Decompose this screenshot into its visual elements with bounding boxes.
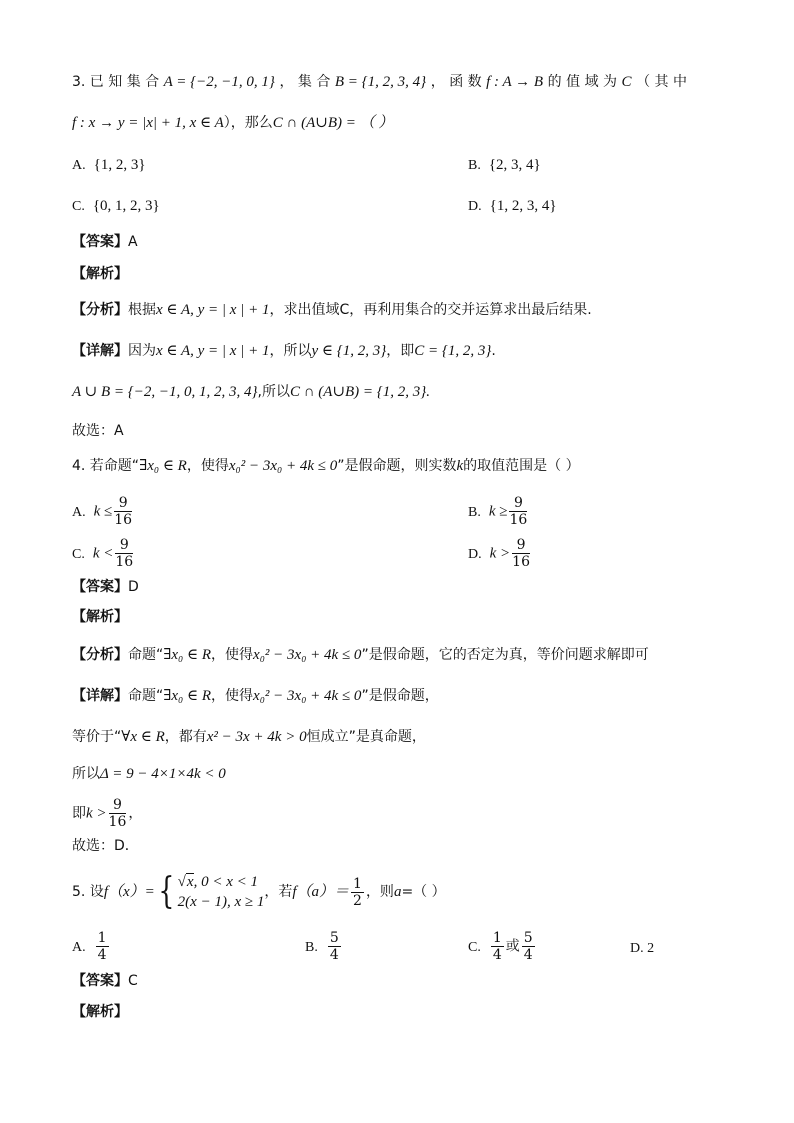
q5-opt-c-num2: 5	[523, 930, 533, 946]
q4-delta	[72, 764, 226, 784]
q3-answer-value: A	[128, 234, 138, 250]
q5-case1-sqrt: x	[186, 874, 194, 890]
q3-opt-c-label: C.	[72, 199, 85, 214]
q3-tail: （ 其 中	[636, 74, 688, 90]
q3-fenxi-text2: ，求出值域C，再利用集合的交并运算求出最后结果.	[269, 302, 592, 318]
q5-opt-a-num: 1	[97, 930, 107, 946]
q4-equiv	[72, 727, 426, 747]
q5-case1: √x, 0 < x < 1	[177, 874, 258, 890]
q3-union-line	[72, 382, 430, 402]
q4-equiv-math1: ∀x ∈ R	[121, 729, 165, 745]
q4-equiv-math2: x² − 3x + 4k > 0	[206, 729, 307, 745]
q5-answer	[72, 971, 138, 991]
q5-stem-f: f（x）=	[103, 884, 155, 900]
q3-line2-math: f : x → y = |x| + 1, x ∈ A	[72, 115, 224, 131]
q4-analysis-tag: 【解析】	[72, 609, 128, 625]
q4-choose	[72, 836, 139, 856]
q5-case1-rest: , 0 < x < 1	[193, 874, 258, 890]
q4-xj-text2: ，使得	[211, 688, 254, 704]
q4-stem-k: k	[456, 458, 464, 474]
q4-stem	[72, 456, 580, 476]
q5-stem-text2: ，若	[264, 884, 293, 900]
q3-union-math: A ∪ B = {−2, −1, 0, 1, 2, 3, 4}	[72, 384, 258, 400]
q3-analysis	[72, 264, 128, 284]
q4-stem-math2: x₀² − 3x₀ + 4k ≤ 0	[228, 458, 338, 474]
q4-options-row2	[72, 537, 530, 570]
q3-xj-math2: y ∈ {1, 2, 3}	[311, 343, 387, 359]
q4-answer-value: D	[128, 579, 139, 595]
q5-answer-tag: 【答案】	[72, 973, 128, 989]
q5-opt-b-label: B.	[305, 939, 318, 955]
q4-delta-text: 所以	[72, 766, 100, 782]
q3-answer	[72, 232, 138, 252]
q3-xj-math1: x ∈ A, y = | x | + 1	[156, 343, 270, 359]
q3-set-c: C	[621, 74, 632, 90]
q5-analysis-tag: 【解析】	[72, 1004, 128, 1020]
q4-answer-tag: 【答案】	[72, 579, 128, 595]
q3-xj-text4: .	[491, 343, 496, 359]
q5-opt-c-den2: 4	[523, 947, 533, 963]
q5-half-num: 1	[353, 875, 362, 892]
q5-half-den: 2	[353, 892, 362, 909]
q3-xj-text2: ，所以	[269, 343, 312, 359]
q3-mid3: 的 值 域 为	[547, 74, 622, 90]
q5-opt-a-frac	[96, 930, 109, 963]
q4-opt-a-num: 9	[114, 495, 132, 512]
q4-opt-d-label: D.	[468, 546, 482, 562]
q3-choose	[72, 421, 124, 441]
q4-options-row1	[72, 495, 528, 528]
q4-answer	[72, 577, 139, 597]
q4-xj-text1: 命题“	[128, 688, 164, 704]
q4-choose-text: 故选：D．	[72, 838, 139, 854]
q4-analysis	[72, 607, 128, 627]
q3-opt-b: {2, 3, 4}	[488, 157, 541, 173]
q3-opt-a-label: A.	[72, 158, 86, 173]
q4-result-num: 9	[109, 797, 127, 814]
q4-fenxi	[72, 645, 649, 665]
q5-stem-text3: ，则	[365, 884, 394, 900]
q4-opt-d-num: 9	[512, 537, 530, 554]
q4-fenxi-tag: 【分析】	[72, 647, 128, 663]
q4-opt-c-frac	[115, 537, 133, 570]
q3-options-row1	[72, 155, 541, 176]
q3-choose-text: 故选：A	[72, 423, 124, 439]
q4-equiv-text3: 恒成立”是真命题，	[306, 729, 426, 745]
q4-opt-c-den: 16	[115, 554, 134, 570]
q4-result-math: k >	[86, 805, 107, 822]
q4-xiangjie-tag: 【详解】	[72, 688, 128, 704]
q3-union-text: ,所以	[257, 384, 290, 400]
q5-stem-text4: =（ ）	[401, 884, 446, 900]
q3-line2-text: ），那么	[223, 115, 273, 131]
q4-stem-text2: ，使得	[186, 458, 229, 474]
q5-case2: 2(x − 1), x ≥ 1	[177, 894, 265, 910]
q3-xiangjie	[72, 341, 496, 361]
q5-cases	[178, 872, 265, 912]
q3-opt-d: {1, 2, 3, 4}	[489, 198, 557, 214]
q3-line2-expr: C ∩ (A∪B) = （ ）	[272, 115, 394, 131]
q3-xj-text1: 因为	[128, 343, 156, 359]
q4-xj-math1: ∃x₀ ∈ R	[163, 688, 212, 704]
q4-opt-c-label: C.	[72, 546, 85, 562]
q4-result-frac	[109, 797, 127, 830]
q3-xj-text3: ，即	[386, 343, 415, 359]
q4-opt-a-frac	[114, 495, 132, 528]
q5-stem	[72, 872, 446, 916]
q3-opt-b-label: B.	[468, 158, 481, 173]
q5-opt-d-label: D. 2	[630, 941, 655, 956]
q5-options	[72, 930, 655, 963]
q4-stem-math1: ∃x₀ ∈ R	[139, 458, 187, 474]
q4-equiv-text1: 等价于“	[72, 729, 122, 745]
q4-stem-text4: 的取值范围是（ ）	[463, 458, 580, 474]
q3-answer-tag: 【答案】	[72, 234, 128, 250]
q4-opt-b-num: 9	[509, 495, 527, 512]
left-brace-icon: {	[158, 871, 175, 912]
q3-fenxi-text1: 根据	[128, 302, 156, 318]
q4-opt-b-label: B.	[468, 504, 481, 520]
q3-opt-d-label: D.	[468, 199, 482, 214]
q3-stem-line2	[72, 113, 393, 133]
q4-fenxi-text2: ，使得	[211, 647, 254, 663]
q3-mid1: ， 集 合	[279, 74, 335, 90]
q5-stem-text1: 5. 设	[72, 884, 104, 900]
q3-set-a: A = {−2, −1, 0, 1}	[163, 74, 275, 90]
q4-xj-math2: x₀² − 3x₀ + 4k ≤ 0	[253, 688, 362, 704]
q4-equiv-text2: ，都有	[164, 729, 207, 745]
q4-opt-d-rel: k >	[489, 545, 511, 562]
q4-fenxi-text1: 命题“	[128, 647, 164, 663]
q5-answer-value: C	[128, 973, 138, 989]
q4-opt-a-rel: k ≤	[93, 503, 113, 520]
q4-opt-c-num: 9	[115, 537, 133, 554]
q3-xj-math3: C = {1, 2, 3}	[414, 343, 492, 359]
q3-func: f : A → B	[486, 74, 544, 90]
q3-xiangjie-tag: 【详解】	[72, 343, 128, 359]
q3-fenxi	[72, 300, 592, 320]
q4-result-text1: 即	[72, 805, 86, 822]
q4-stem-text1: 4. 若命题“	[72, 458, 140, 474]
q4-opt-b-rel: k ≥	[488, 503, 508, 520]
q4-opt-d-frac	[512, 537, 530, 570]
q5-analysis	[72, 1002, 128, 1022]
q4-opt-d-den: 16	[512, 554, 530, 570]
q4-result-den: 16	[108, 814, 127, 830]
q5-opt-c-frac2	[522, 930, 535, 963]
q5-stem-fa: f（a）＝	[292, 884, 350, 900]
q3-options-row2	[72, 196, 557, 217]
q4-result-text2: ，	[128, 805, 143, 822]
q3-fenxi-math: x ∈ A, y = | x | + 1	[156, 302, 270, 318]
q5-opt-b-frac	[328, 930, 341, 963]
q4-fenxi-text3: ”是假命题，它的否定为真，等价问题求解即可	[361, 647, 649, 663]
q3-stem-prefix: 3. 已 知 集 合	[72, 74, 164, 90]
q4-result	[72, 797, 142, 830]
q5-opt-c-frac1	[491, 930, 504, 963]
q4-fenxi-math1: ∃x₀ ∈ R	[163, 647, 212, 663]
q3-set-b: B = {1, 2, 3, 4}	[334, 74, 427, 90]
q4-opt-b-den: 16	[509, 512, 528, 528]
q5-opt-b-num: 5	[329, 930, 339, 946]
q4-opt-a-label: A.	[72, 504, 86, 520]
q3-mid2: ， 函 数	[430, 74, 487, 90]
q3-opt-a: {1, 2, 3}	[93, 157, 146, 173]
q3-opt-c: {0, 1, 2, 3}	[92, 198, 160, 214]
q5-half-frac	[351, 876, 364, 909]
q3-stem-line1	[72, 72, 687, 92]
q4-delta-math: Δ = 9 − 4×1×4k < 0	[100, 766, 226, 782]
q4-xiangjie	[72, 686, 439, 706]
q4-fenxi-math2: x₀² − 3x₀ + 4k ≤ 0	[253, 647, 362, 663]
q4-xj-text3: ”是假命题，	[361, 688, 439, 704]
q3-fenxi-tag: 【分析】	[72, 302, 128, 318]
q5-opt-c-den1: 4	[492, 947, 502, 963]
q4-opt-c-rel: k <	[92, 545, 114, 562]
q5-opt-c-label: C.	[468, 939, 481, 955]
q3-analysis-tag: 【解析】	[72, 266, 128, 282]
q4-opt-b-frac	[509, 495, 527, 528]
q5-opt-b-den: 4	[329, 947, 339, 963]
q5-stem-a: a	[393, 884, 402, 900]
q3-union-math2: C ∩ (A∪B) = {1, 2, 3}.	[289, 384, 431, 400]
q4-opt-a-den: 16	[114, 512, 133, 528]
q5-opt-a-den: 4	[97, 947, 107, 963]
q5-opt-a-label: A.	[72, 939, 86, 955]
q4-stem-text3: ”是假命题，则实数	[337, 458, 457, 474]
q5-opt-c-or: 或	[505, 938, 520, 955]
q5-opt-c-num1: 1	[492, 930, 502, 946]
